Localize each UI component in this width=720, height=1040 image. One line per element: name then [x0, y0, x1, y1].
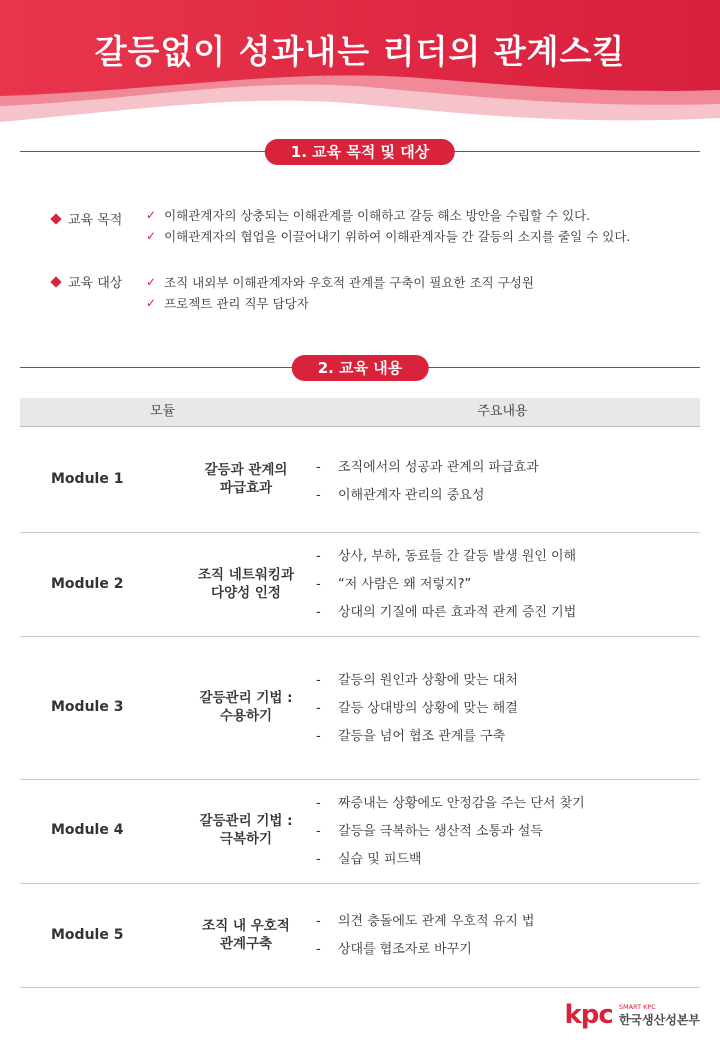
list-item: - 이해관계자 관리의 중요성	[316, 488, 485, 503]
table-row	[20, 637, 700, 780]
section-title-content	[20, 355, 700, 381]
header-module: 모듈	[149, 404, 176, 419]
module-topic: 갈등과 관계의 파급효과	[204, 462, 288, 496]
diamond-icon	[50, 213, 61, 224]
page-title: 갈등없이 성과내는 리더의 관계스킬	[94, 32, 626, 71]
module-items	[316, 454, 539, 510]
table-header	[20, 398, 700, 427]
list-item: - 갈등을 극복하는 생산적 소통과 설득	[316, 824, 543, 839]
logo-sub: SMART KPC	[618, 1002, 656, 1011]
section-title-purpose	[20, 139, 700, 165]
list-item: - 의견 충돌에도 관계 우호적 유지 법	[316, 914, 535, 929]
table-row	[20, 427, 700, 533]
table-row	[20, 533, 700, 637]
list-item: - 실습 및 피드백	[316, 852, 422, 867]
purpose-label: 교육 목적	[52, 209, 122, 228]
module-topic: 조직 내 우호적 관계구축	[202, 918, 290, 952]
module-name: Module 4	[51, 822, 124, 838]
module-items	[316, 543, 576, 627]
list-item: - 갈등 상대방의 상황에 맞는 해결	[316, 701, 518, 716]
check-icon: ✓	[146, 275, 157, 289]
module-items	[316, 908, 534, 964]
module-name: Module 2	[51, 576, 124, 592]
module-name: Module 5	[51, 927, 124, 943]
module-topic: 갈등관리 기법 : 극복하기	[199, 813, 293, 847]
list-item: - 짜증내는 상황에도 안정감을 주는 단서 찾기	[316, 796, 585, 811]
module-items	[316, 790, 585, 874]
list-item: - 상사, 부하, 동료들 간 갈등 발생 원인 이해	[316, 549, 577, 564]
target-label: 교육 대상	[52, 272, 122, 291]
kpc-logo-mark: kpc	[564, 1000, 613, 1030]
module-items	[316, 667, 518, 751]
target-list	[146, 272, 534, 314]
list-item: - 상대의 기질에 따른 효과적 관계 증진 기법	[316, 605, 577, 620]
list-item: ✓ 조직 내외부 이해관계자와 우호적 관계를 구축이 필요한 조직 구성원	[146, 272, 534, 293]
list-item: ✓ 이해관계자의 상충되는 이해관계를 이해하고 갈등 해소 방안을 수립할 수 있다.	[146, 205, 630, 226]
kpc-logo	[565, 1000, 700, 1030]
header-content: 주요내용	[477, 404, 528, 419]
check-icon: ✓	[146, 229, 157, 243]
section-pill: 1. 교육 목적 및 대상	[265, 139, 455, 165]
module-topic: 갈등관리 기법 : 수용하기	[199, 690, 293, 724]
table-row	[20, 884, 700, 988]
module-name: Module 3	[51, 699, 124, 715]
list-item: - 갈등을 넘어 협조 관계를 구축	[316, 729, 506, 744]
purpose-list	[146, 205, 630, 247]
list-item: - 상대를 협조자로 바꾸기	[316, 942, 472, 957]
section-pill: 2. 교육 내용	[292, 355, 429, 381]
list-item: - “저 사람은 왜 저렇지?”	[316, 577, 472, 592]
list-item: - 갈등의 원인과 상황에 맞는 대처	[316, 673, 518, 688]
list-item: ✓ 이해관계자의 협업을 이끌어내기 위하여 이해관계자들 간 갈등의 소지를 줄일 수 있다.	[146, 226, 630, 247]
list-item: - 조직에서의 성공과 관계의 파급효과	[316, 460, 539, 475]
page-header	[0, 0, 720, 125]
check-icon: ✓	[146, 208, 157, 222]
diamond-icon	[50, 276, 61, 287]
logo-main: 한국생산성본부	[618, 1012, 700, 1027]
module-topic: 조직 네트워킹과 다양성 인정	[198, 567, 294, 601]
module-name: Module 1	[51, 471, 124, 487]
table-row	[20, 780, 700, 884]
check-icon: ✓	[146, 296, 157, 310]
list-item: ✓ 프로젝트 관리 직무 담당자	[146, 293, 534, 314]
